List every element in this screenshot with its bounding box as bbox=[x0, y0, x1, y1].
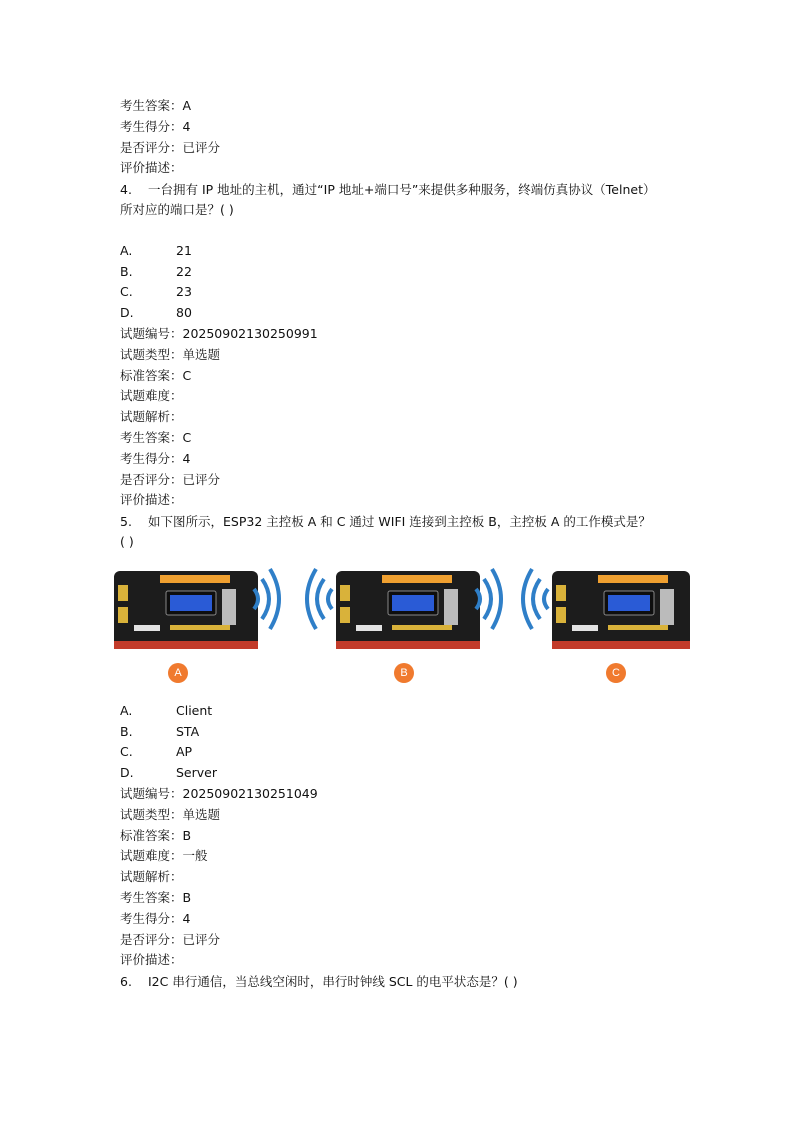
option-letter: D. bbox=[120, 305, 134, 321]
option-text: Server bbox=[176, 765, 217, 781]
q5-option-a bbox=[120, 701, 680, 722]
option-text: 23 bbox=[176, 284, 192, 300]
esp32-board-b bbox=[332, 567, 484, 653]
q5-stem-line2: ( ) bbox=[120, 533, 134, 549]
q4-id: 试题编号：20250902130250991 bbox=[120, 325, 318, 341]
spacer bbox=[120, 221, 680, 241]
wifi-wave-icon bbox=[248, 559, 288, 649]
option-letter: B. bbox=[120, 263, 133, 279]
q5-option-c bbox=[120, 742, 680, 763]
option-text: AP bbox=[176, 744, 193, 760]
q5-option-b bbox=[120, 722, 680, 743]
q6-stem-line1: I2C 串行通信，当总线空闲时，串行时钟线 SCL 的电平状态是？( ) bbox=[148, 974, 518, 990]
esp32-wifi-figure bbox=[110, 559, 690, 699]
wifi-wave-icon bbox=[470, 559, 510, 649]
q5-difficulty: 试题难度：一般 bbox=[120, 848, 208, 864]
option-text: 21 bbox=[176, 242, 192, 258]
esp32-board-a bbox=[110, 567, 262, 653]
q3-answer: 考生答案：A bbox=[120, 98, 192, 113]
q4-difficulty: 试题难度： bbox=[120, 388, 183, 404]
q4-answer: 考生答案：C bbox=[120, 429, 192, 445]
board-label-a: A bbox=[168, 663, 188, 683]
q4-comment: 评价描述： bbox=[120, 492, 183, 508]
q3-comment: 评价描述： bbox=[120, 160, 183, 176]
q5-score: 考生得分：4 bbox=[120, 910, 191, 926]
q4-type: 试题类型：单选题 bbox=[120, 346, 221, 362]
q4-option-d bbox=[120, 303, 680, 324]
option-letter: C. bbox=[120, 744, 133, 760]
q5-answer: 考生答案：B bbox=[120, 889, 192, 905]
q4-stem bbox=[120, 179, 680, 200]
option-text: 80 bbox=[176, 305, 192, 321]
q3-graded: 是否评分：已评分 bbox=[120, 139, 221, 155]
q6-number: 6. bbox=[120, 974, 132, 990]
option-letter: A. bbox=[120, 242, 133, 258]
q4-stem-line2: 所对应的端口是？( ) bbox=[120, 201, 234, 217]
option-letter: C. bbox=[120, 284, 133, 300]
q5-std-answer: 标准答案：B bbox=[120, 827, 192, 843]
q5-type: 试题类型：单选题 bbox=[120, 806, 221, 822]
q5-analysis: 试题解析： bbox=[120, 869, 183, 885]
q4-option-c bbox=[120, 282, 680, 303]
q3-score: 考生得分：4 bbox=[120, 118, 191, 134]
option-text: Client bbox=[176, 702, 213, 718]
option-text: 22 bbox=[176, 263, 192, 279]
q5-option-d bbox=[120, 763, 680, 784]
option-letter: D. bbox=[120, 765, 134, 781]
q4-number: 4. bbox=[120, 182, 132, 198]
board-label-b: B bbox=[394, 663, 414, 683]
q4-stem-line1: 一台拥有 IP 地址的主机，通过“IP 地址+端口号”来提供多种服务，终端仿真协议（Telnet） bbox=[148, 182, 656, 198]
option-text: STA bbox=[176, 723, 200, 739]
q5-stem-line1: 如下图所示，ESP32 主控板 A 和 C 通过 WIFI 连接到主控板 B，主控板 A 的工作模式是？ bbox=[148, 514, 651, 530]
option-letter: A. bbox=[120, 702, 133, 718]
esp32-board-c bbox=[548, 567, 700, 653]
q5-stem bbox=[120, 511, 680, 532]
board-label-c: C bbox=[606, 663, 626, 683]
q4-std-answer: 标准答案：C bbox=[120, 367, 192, 383]
q4-analysis: 试题解析： bbox=[120, 409, 183, 425]
exam-page bbox=[120, 96, 680, 992]
q5-id: 试题编号：20250902130251049 bbox=[120, 785, 318, 801]
q5-number: 5. bbox=[120, 514, 132, 530]
q4-score: 考生得分：4 bbox=[120, 450, 191, 466]
q5-graded: 是否评分：已评分 bbox=[120, 931, 221, 947]
q4-option-b bbox=[120, 262, 680, 283]
q4-graded: 是否评分：已评分 bbox=[120, 471, 221, 487]
q6-stem bbox=[120, 971, 680, 992]
q4-option-a bbox=[120, 241, 680, 262]
q5-comment: 评价描述： bbox=[120, 952, 183, 968]
option-letter: B. bbox=[120, 723, 133, 739]
